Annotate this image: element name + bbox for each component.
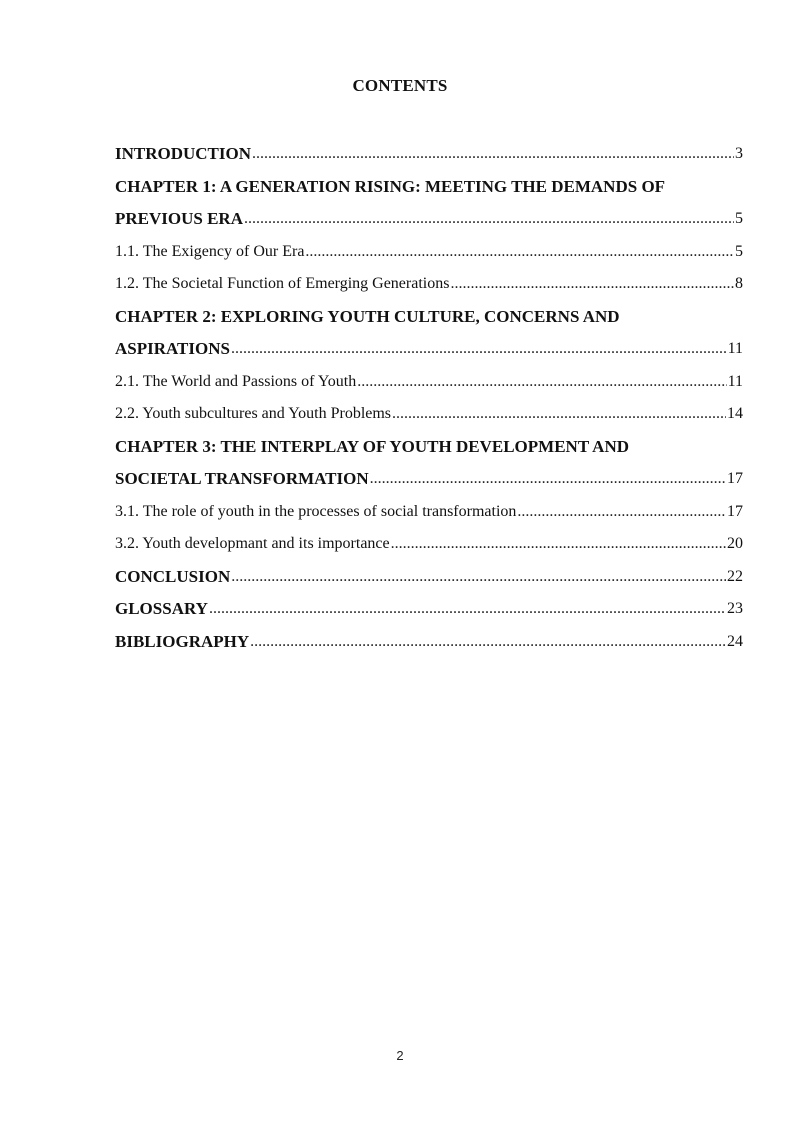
toc-entry-1-1[interactable] — [115, 236, 743, 269]
toc-entry-label: 3.2. Youth developmant and its importance — [115, 535, 390, 553]
toc-leader-dots — [231, 568, 726, 586]
toc-entry-chapter-3[interactable] — [115, 463, 743, 496]
toc-chapter-1-heading[interactable] — [115, 171, 743, 204]
toc-entry-label: INTRODUCTION — [115, 144, 252, 164]
toc-entry-label: 1.2. The Societal Function of Emerging Generations — [115, 275, 450, 293]
toc-entry-3-2[interactable] — [115, 528, 743, 561]
toc-entry-label: GLOSSARY — [115, 599, 208, 619]
toc-leader-dots — [370, 470, 726, 488]
toc-entry-label: CHAPTER 3: THE INTERPLAY OF YOUTH DEVELOPMENT AND — [115, 436, 630, 456]
toc-leader-dots — [209, 600, 726, 618]
toc-entry-chapter-1[interactable] — [115, 203, 743, 236]
toc-entry-page: 23 — [727, 600, 743, 618]
page-title: CONTENTS — [352, 76, 448, 95]
toc-entry-glossary[interactable] — [115, 593, 743, 626]
toc-entry-label: CHAPTER 2: EXPLORING YOUTH CULTURE, CONCERNS AND — [115, 306, 620, 326]
toc-leader-dots — [392, 405, 726, 423]
toc-entry-page: 8 — [735, 275, 743, 293]
toc-entry-page: 11 — [727, 340, 743, 358]
toc-entry-2-2[interactable] — [115, 398, 743, 431]
toc-entry-page: 3 — [735, 145, 743, 163]
toc-leader-dots — [244, 210, 734, 228]
toc-entry-3-1[interactable] — [115, 496, 743, 529]
toc-entry-page: 5 — [735, 242, 743, 260]
toc-entry-page: 22 — [727, 567, 743, 585]
toc-entry-page: 11 — [727, 372, 743, 390]
toc-entry-label: CONCLUSION — [115, 566, 231, 586]
toc-chapter-2-heading[interactable] — [115, 301, 743, 334]
toc-entry-label: 2.1. The World and Passions of Youth — [115, 372, 357, 390]
toc-entry-label: 3.1. The role of youth in the processes of social transformation — [115, 502, 517, 520]
table-of-contents — [115, 138, 743, 658]
toc-entry-page: 5 — [735, 210, 743, 228]
toc-entry-bibliography[interactable] — [115, 626, 743, 659]
toc-entry-page: 20 — [727, 535, 743, 553]
toc-leader-dots — [252, 145, 734, 163]
toc-entry-label: 1.1. The Exigency of Our Era — [115, 242, 305, 260]
toc-leader-dots — [357, 373, 726, 391]
toc-entry-page: 17 — [727, 502, 743, 520]
toc-entry-introduction[interactable] — [115, 138, 743, 171]
toc-leader-dots — [450, 275, 734, 293]
toc-entry-label: 2.2. Youth subcultures and Youth Problems — [115, 405, 392, 423]
toc-leader-dots — [517, 503, 726, 521]
toc-entry-page: 14 — [727, 405, 743, 423]
toc-entry-label: CHAPTER 1: A GENERATION RISING: MEETING THE DEMANDS OF — [115, 176, 666, 196]
toc-leader-dots — [305, 243, 734, 261]
toc-leader-dots — [250, 633, 726, 651]
toc-leader-dots — [231, 340, 727, 358]
page-number: 2 — [396, 1048, 404, 1063]
toc-entry-1-2[interactable] — [115, 268, 743, 301]
toc-entry-page: 24 — [727, 632, 743, 650]
toc-entry-conclusion[interactable] — [115, 561, 743, 594]
toc-entry-label: BIBLIOGRAPHY — [115, 631, 250, 651]
toc-entry-page: 17 — [727, 470, 743, 488]
toc-entry-2-1[interactable] — [115, 366, 743, 399]
toc-entry-label: ASPIRATIONS — [115, 339, 230, 359]
toc-leader-dots — [391, 535, 726, 553]
toc-entry-chapter-2[interactable] — [115, 333, 743, 366]
toc-entry-label: PREVIOUS ERA — [115, 209, 243, 229]
toc-chapter-3-heading[interactable] — [115, 431, 743, 464]
toc-entry-label: SOCIETAL TRANSFORMATION — [115, 469, 369, 489]
